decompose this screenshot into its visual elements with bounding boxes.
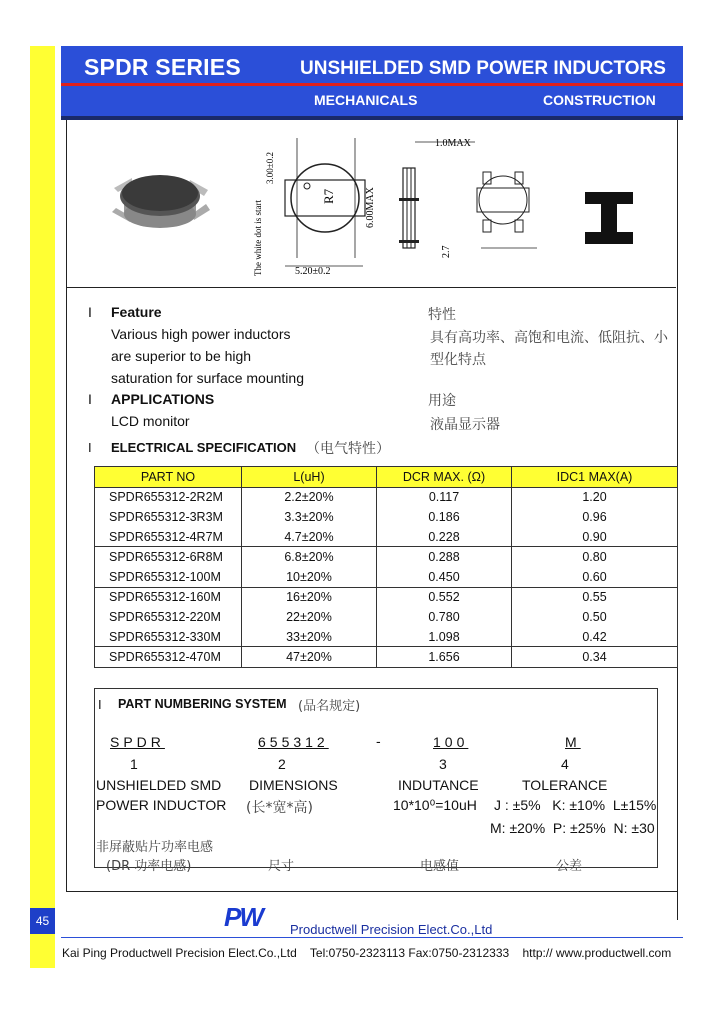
cell-part: SPDR655312-160M — [95, 587, 242, 607]
cell-l: 6.8±20% — [242, 547, 377, 567]
dim-lead-label: 2.7 — [441, 245, 452, 258]
table-row — [95, 507, 678, 527]
feature-cn-line-2: 型化特点 — [430, 352, 486, 368]
pn-label-type: UNSHIELDED SMD — [96, 777, 222, 793]
cell-l: 16±20% — [242, 587, 377, 607]
cell-part: SPDR655312-330M — [95, 627, 242, 647]
cell-dcr: 0.780 — [377, 607, 512, 627]
cell-dcr: 0.552 — [377, 587, 512, 607]
cell-idc: 1.20 — [512, 487, 678, 507]
cell-idc: 0.96 — [512, 507, 678, 527]
inductor-product-image — [108, 160, 212, 232]
part-marking: R7 — [321, 188, 336, 204]
cell-idc: 0.42 — [512, 627, 678, 647]
cell-part: SPDR655312-6R8M — [95, 547, 242, 567]
table-row — [95, 487, 678, 507]
cell-dcr: 0.228 — [377, 527, 512, 547]
frame-divider — [66, 287, 676, 288]
cell-dcr: 0.288 — [377, 547, 512, 567]
feature-line-2: are superior to be high — [111, 348, 252, 364]
pn-label-dimensions-cn: (长*宽*高) — [246, 800, 313, 816]
tab-mechanicals[interactable]: MECHANICALS — [314, 92, 418, 108]
feature-cn-line-1: 具有高功率、高饱和电流、低阻抗、小 — [430, 330, 668, 346]
col-inductance: L(uH) — [242, 467, 377, 488]
pn-label-dimensions: DIMENSIONS — [249, 777, 338, 793]
cell-dcr: 0.450 — [377, 567, 512, 587]
frame-left-line — [66, 120, 67, 892]
pn-index-2: 2 — [278, 756, 286, 772]
cell-idc: 0.55 — [512, 587, 678, 607]
footer-contact-info: Kai Ping Productwell Precision Elect.Co.,Ltd Tel:0750-2323113 Fax:0750-2312333 http:// www.productwell.com — [62, 946, 672, 960]
subheader-underline — [61, 116, 683, 120]
header-subtitle: UNSHIELDED SMD POWER INDUCTORS — [300, 58, 666, 79]
pn-label-tolerance: TOLERANCE — [522, 777, 608, 793]
applications-line: LCD monitor — [111, 413, 190, 429]
cell-idc: 0.60 — [512, 567, 678, 587]
electrical-spec-table — [94, 466, 678, 668]
electrical-title: ELECTRICAL SPECIFICATION — [111, 440, 297, 455]
pn-code-series: SPDR — [110, 734, 165, 750]
construction-core-shape — [585, 192, 633, 244]
cell-idc: 0.90 — [512, 527, 678, 547]
dim-side-label: 3.00±0.2 — [265, 152, 275, 184]
table-row — [95, 527, 678, 547]
dim-note-label: The white dot is start — [253, 200, 263, 276]
dim-width-label: 5.20±0.2 — [295, 266, 331, 277]
cell-dcr: 0.186 — [377, 507, 512, 527]
cell-l: 2.2±20% — [242, 487, 377, 507]
cell-l: 47±20% — [242, 647, 377, 668]
pn-cn-title: (品名规定) — [298, 699, 361, 714]
table-row — [95, 587, 678, 607]
feature-line-1: Various high power inductors — [111, 326, 291, 342]
cell-l: 3.3±20% — [242, 507, 377, 527]
applications-bullet: I — [88, 391, 92, 407]
cell-dcr: 1.098 — [377, 627, 512, 647]
pn-cn-type: 非屏蔽贴片功率电感 — [96, 840, 214, 855]
feature-cn-title: 特性 — [428, 307, 456, 323]
footer-divider — [61, 937, 683, 938]
cell-l: 22±20% — [242, 607, 377, 627]
cell-l: 4.7±20% — [242, 527, 377, 547]
applications-cn-title: 用途 — [428, 393, 456, 409]
pn-cn-tolerance: 公差 — [556, 859, 583, 874]
pn-cn-dimensions: 尺寸 — [268, 859, 295, 874]
pn-code-dash: - — [376, 733, 381, 749]
pn-title: PART NUMBERING SYSTEM — [118, 697, 287, 711]
table-row — [95, 647, 678, 668]
side-color-bar — [30, 46, 55, 968]
pn-code-inductance: 100 — [433, 734, 469, 750]
footer-company-name: Productwell Precision Elect.Co.,Ltd — [290, 922, 493, 937]
page-number: 45 — [30, 908, 55, 934]
table-row — [95, 547, 678, 567]
mechanical-drawing — [245, 128, 555, 280]
dim-top-label: 1.0MAX — [435, 138, 471, 149]
tab-construction[interactable]: CONSTRUCTION — [543, 92, 656, 108]
pn-label-inductance: INDUTANCE — [398, 777, 479, 793]
pn-index-3: 3 — [439, 756, 447, 772]
pn-bullet: I — [98, 697, 102, 712]
feature-bullet: I — [88, 304, 92, 320]
feature-line-3: saturation for surface mounting — [111, 370, 304, 386]
cell-part: SPDR655312-3R3M — [95, 507, 242, 527]
col-idc: IDC1 MAX(A) — [512, 467, 678, 488]
col-part-no: PART NO — [95, 467, 242, 488]
cell-part: SPDR655312-2R2M — [95, 487, 242, 507]
cell-part: SPDR655312-470M — [95, 647, 242, 668]
cell-dcr: 0.117 — [377, 487, 512, 507]
electrical-bullet: I — [88, 440, 92, 455]
pn-inductance-formula: 10*10⁰=10uH — [393, 797, 477, 813]
cell-l: 33±20% — [242, 627, 377, 647]
cell-dcr: 1.656 — [377, 647, 512, 668]
pn-code-tolerance: M — [565, 734, 581, 750]
applications-cn-line: 液晶显示器 — [430, 417, 500, 433]
pn-index-1: 1 — [130, 756, 138, 772]
feature-title: Feature — [111, 304, 162, 320]
electrical-cn-title: （电气特性） — [306, 441, 390, 457]
pn-tolerance-line-2: M: ±20% P: ±25% N: ±30 — [490, 820, 655, 836]
frame-bottom-line — [66, 891, 677, 892]
pn-label-type-2: POWER INDUCTOR — [96, 797, 227, 813]
applications-title: APPLICATIONS — [111, 391, 215, 407]
pn-tolerance-line-1: J : ±5% K: ±10% L±15% — [494, 797, 657, 813]
pn-code-dimensions: 655312 — [258, 734, 329, 750]
pn-cn-type-2: (DR 功率电感) — [106, 859, 192, 874]
cell-l: 10±20% — [242, 567, 377, 587]
pn-index-4: 4 — [561, 756, 569, 772]
dim-height-label: 6.00MAX — [365, 187, 376, 228]
cell-idc: 0.80 — [512, 547, 678, 567]
cell-idc: 0.34 — [512, 647, 678, 668]
cell-part: SPDR655312-220M — [95, 607, 242, 627]
cell-part: SPDR655312-4R7M — [95, 527, 242, 547]
cell-idc: 0.50 — [512, 607, 678, 627]
series-title: SPDR SERIES — [84, 54, 241, 80]
table-row — [95, 627, 678, 647]
company-logo: PW — [224, 902, 262, 932]
table-header-row — [95, 467, 678, 488]
pn-cn-inductance: 电感值 — [420, 859, 460, 874]
table-row — [95, 567, 678, 587]
cell-part: SPDR655312-100M — [95, 567, 242, 587]
table-row — [95, 607, 678, 627]
col-dcr: DCR MAX. (Ω) — [377, 467, 512, 488]
